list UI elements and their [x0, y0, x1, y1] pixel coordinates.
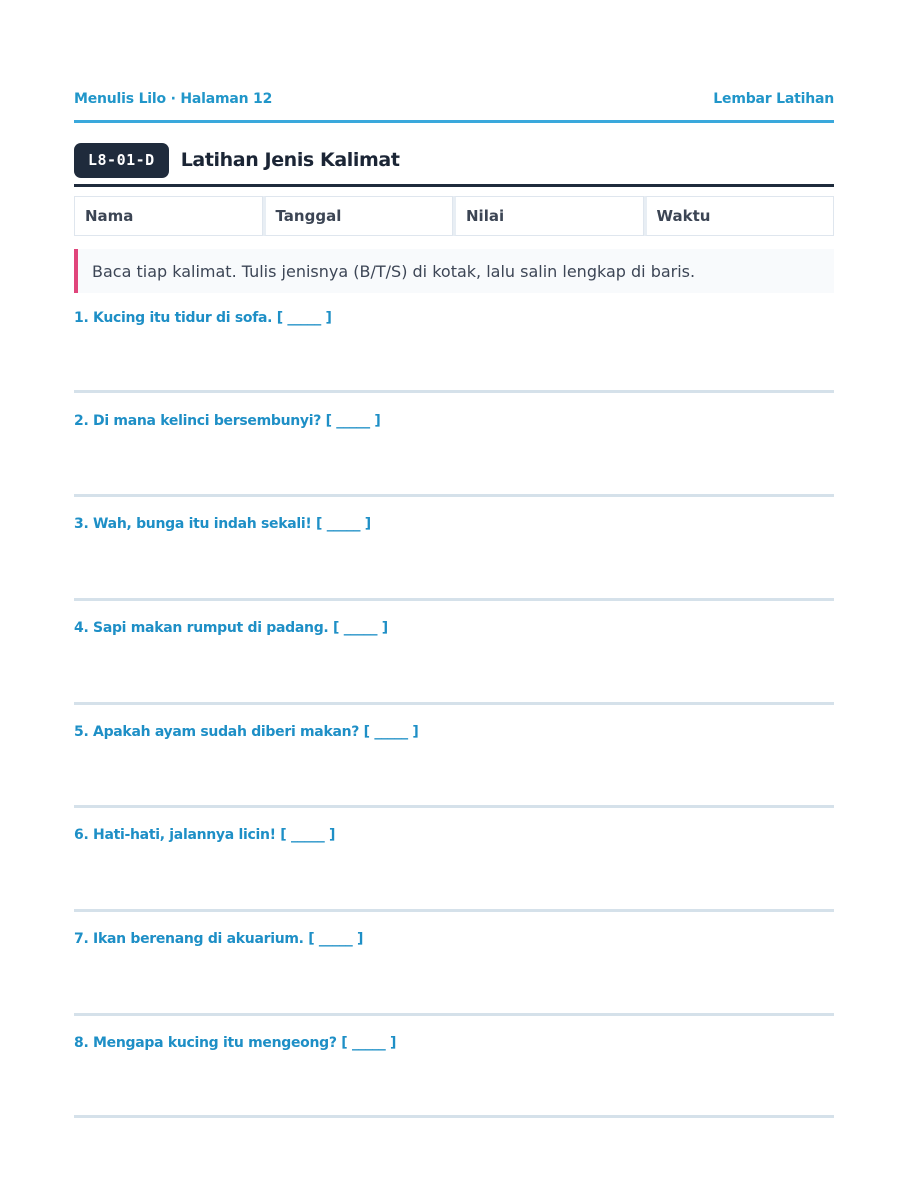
- exercise-code-badge: L8-01-D: [74, 143, 169, 178]
- title-row: [74, 142, 834, 178]
- answer-line-3[interactable]: [74, 598, 834, 601]
- date-field[interactable]: Tanggal: [263, 196, 454, 236]
- name-field[interactable]: Nama: [74, 196, 263, 236]
- time-field[interactable]: Waktu: [644, 196, 835, 236]
- question-2: 2. Di mana kelinci bersembunyi? [ _____ ]: [74, 413, 381, 429]
- header-book-page: Menulis Lilo · Halaman 12: [74, 91, 273, 107]
- score-field[interactable]: Nilai: [453, 196, 644, 236]
- question-8: 8. Mengapa kucing itu mengeong? [ _____ ]: [74, 1035, 397, 1051]
- answer-line-4[interactable]: [74, 702, 834, 705]
- student-info-fields: [74, 196, 834, 238]
- answer-line-1[interactable]: [74, 390, 834, 393]
- answer-line-8[interactable]: [74, 1115, 834, 1118]
- answer-line-7[interactable]: [74, 1013, 834, 1016]
- question-3: 3. Wah, bunga itu indah sekali! [ _____ ]: [74, 516, 371, 532]
- question-5: 5. Apakah ayam sudah diberi makan? [ _____ ]: [74, 724, 419, 740]
- header-sheet-type: Lembar Latihan: [713, 91, 834, 107]
- question-4: 4. Sapi makan rumput di padang. [ _____ ]: [74, 620, 388, 636]
- answer-line-2[interactable]: [74, 494, 834, 497]
- answer-line-6[interactable]: [74, 909, 834, 912]
- question-7: 7. Ikan berenang di akuarium. [ _____ ]: [74, 931, 364, 947]
- instruction-box: Baca tiap kalimat. Tulis jenisnya (B/T/S) di kotak, lalu salin lengkap di baris.: [74, 249, 834, 293]
- question-1: 1. Kucing itu tidur di sofa. [ _____ ]: [74, 310, 332, 326]
- page-title: Latihan Jenis Kalimat: [180, 149, 400, 171]
- page-header: [74, 88, 834, 110]
- title-divider: [74, 184, 834, 187]
- header-divider: [74, 120, 834, 123]
- answer-line-5[interactable]: [74, 805, 834, 808]
- question-6: 6. Hati-hati, jalannya licin! [ _____ ]: [74, 827, 336, 843]
